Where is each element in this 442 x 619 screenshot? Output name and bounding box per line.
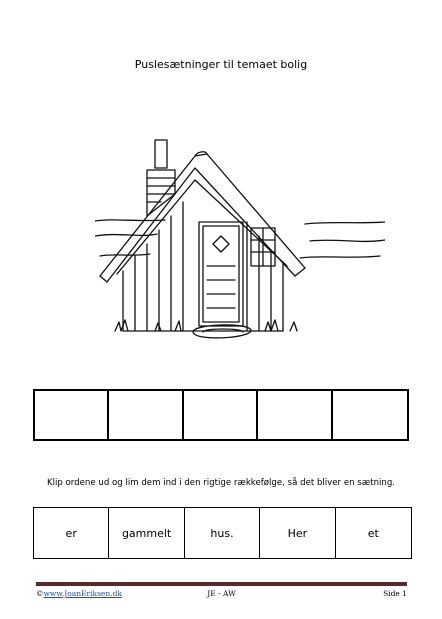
answer-box[interactable]: [109, 391, 183, 439]
word-card[interactable]: er: [34, 508, 109, 558]
word-card[interactable]: Her: [260, 508, 335, 558]
word-card[interactable]: hus.: [185, 508, 260, 558]
footer-copyright: ©www.JoanEriksen.dk: [36, 589, 122, 598]
footer-author: JE - AW: [207, 589, 236, 598]
answer-box[interactable]: [333, 391, 407, 439]
answer-box[interactable]: [35, 391, 109, 439]
word-card[interactable]: et: [367, 526, 379, 540]
page-title: Puslesætninger til temaet bolig: [134, 58, 308, 71]
house-illustration: [95, 126, 385, 356]
word-strip: [33, 507, 412, 559]
word-card[interactable]: gammelt: [109, 508, 184, 558]
answer-box[interactable]: [258, 391, 332, 439]
instruction-text: Klip ordene ud og lim dem ind i den rigtige rækkefølge, så det bliver en sætning.: [46, 478, 396, 488]
footer-divider: [36, 582, 407, 586]
answer-box[interactable]: [184, 391, 258, 439]
footer: [36, 589, 407, 601]
footer-page-number: Side 1: [383, 589, 407, 598]
answer-boxes: [33, 389, 409, 441]
footer-link[interactable]: www.JoanEriksen.dk: [43, 589, 122, 598]
